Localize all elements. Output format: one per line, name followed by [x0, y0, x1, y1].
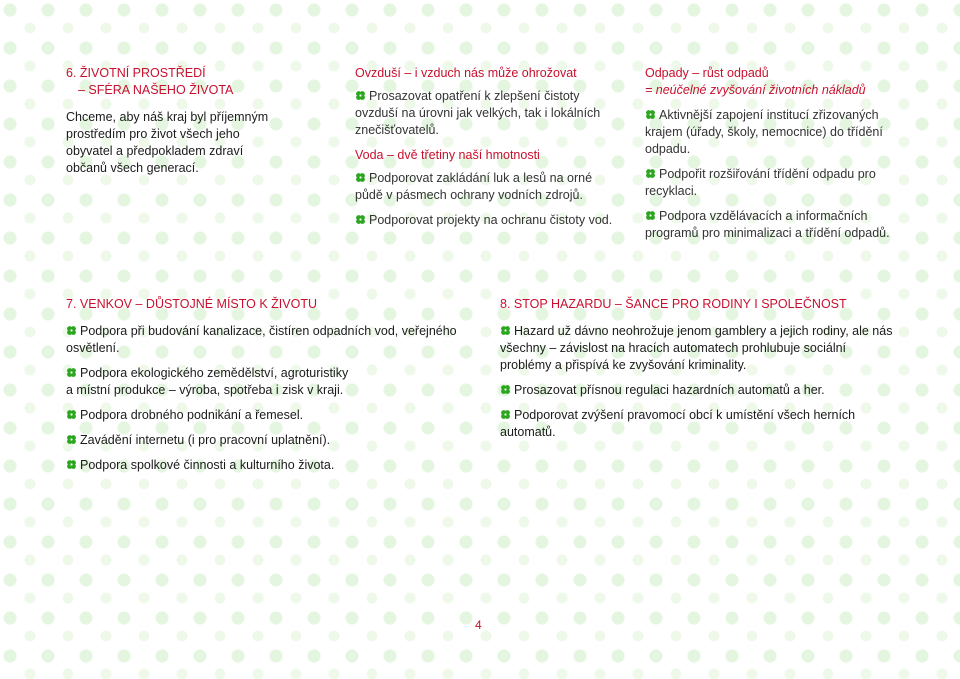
- water-item-1: [355, 170, 615, 204]
- section8: [500, 296, 895, 449]
- clover-bullet-icon: [66, 459, 77, 470]
- water-item-2: [355, 212, 615, 229]
- waste-item-2: [645, 166, 905, 200]
- water-title: Voda – dvě třetiny naší hmotnosti: [355, 148, 540, 162]
- section7-heading: [66, 296, 466, 313]
- clover-bullet-icon: [500, 325, 511, 336]
- section8-number: 8.: [500, 297, 511, 311]
- clover-bullet-icon: [66, 409, 77, 420]
- section6-heading-line1: 6. ŽIVOTNÍ PROSTŘEDÍ: [66, 66, 206, 80]
- clover-bullet-icon: [645, 109, 656, 120]
- section7-item-1: [66, 323, 466, 357]
- section6-column: [66, 65, 281, 177]
- section8-item-2: [500, 382, 895, 399]
- section7-item-1-text: Podpora při budování kanalizace, čistíren odpadních vod, veřejného osvětlení.: [66, 324, 457, 355]
- section6-intro: Chceme, aby náš kraj byl příjemným prostředím pro život všech jeho obyvatel a předpokladem zdraví občanů všech generací.: [66, 110, 269, 175]
- water-item-2-text: Podporovat projekty na ochranu čistoty vod.: [369, 213, 613, 227]
- section7-item-3: [66, 407, 466, 424]
- section7-item-2: [66, 365, 356, 399]
- waste-item-3-text: Podpora vzdělávacích a informačních programů pro minimalizaci a třídění odpadů.: [645, 209, 890, 240]
- clover-bullet-icon: [645, 210, 656, 221]
- waste-item-3: [645, 208, 905, 242]
- clover-bullet-icon: [66, 434, 77, 445]
- section8-item-3-text: Podporovat zvýšení pravomocí obcí k umístění všech herních automatů.: [500, 408, 856, 439]
- section8-item-2-text: Prosazovat přísnou regulaci hazardních automatů a her.: [514, 383, 825, 397]
- air-title: Ovzduší – i vzduch nás může ohrožovat: [355, 66, 577, 80]
- section7-item-2-text: Podpora ekologického zemědělství, agroturistiky a místní produkce – výroba, spotřeba i zisk v kraji.: [66, 366, 349, 397]
- clover-bullet-icon: [66, 367, 77, 378]
- waste-item-1: [645, 107, 905, 158]
- clover-bullet-icon: [355, 214, 366, 225]
- section8-item-1: [500, 323, 895, 374]
- section7-title: VENKOV – DŮSTOJNÉ MÍSTO K ŽIVOTU: [79, 297, 318, 311]
- section8-heading: [500, 296, 895, 313]
- water-item-1-text: Podporovat zakládání luk a lesů na orné půdě v pásmech ochrany vodních zdrojů.: [355, 171, 593, 202]
- section7: [66, 296, 466, 482]
- section7-number: 7.: [66, 297, 77, 311]
- waste-item-1-text: Aktivnější zapojení institucí zřizovaných krajem (úřady, školy, nemocnice) do třídění odpadu.: [645, 108, 883, 156]
- section7-item-4: [66, 432, 466, 449]
- section7-item-4-text: Zavádění internetu (i pro pracovní uplatnění).: [80, 433, 331, 447]
- section7-item-5-text: Podpora spolkové činnosti a kulturního života.: [80, 458, 335, 472]
- air-item-text: Prosazovat opatření k zlepšení čistoty ovzduší na úrovni jak velkých, tak i lokálních znečišťovatelů.: [355, 89, 601, 137]
- clover-bullet-icon: [500, 409, 511, 420]
- page-number: 4: [475, 618, 482, 632]
- waste-column: [645, 65, 905, 250]
- clover-bullet-icon: [355, 90, 366, 101]
- clover-bullet-icon: [645, 168, 656, 179]
- waste-item-2-text: Podpořit rozšiřování třídění odpadu pro recyklaci.: [645, 167, 876, 198]
- section7-item-5: [66, 457, 466, 474]
- waste-title: Odpady – růst odpadů: [645, 66, 769, 80]
- section6-heading-line2: – SFÉRA NAŠEHO ŽIVOTA: [78, 83, 234, 97]
- waste-subtitle: = neúčelné zvyšování životních nákladů: [645, 83, 866, 97]
- section8-item-1-text: Hazard už dávno neohrožuje jenom gamblery a jejich rodiny, ale nás všechny – závislost na hracích automatech prohlubuje sociální problémy a přispívá ke zvyšování kriminality.: [500, 324, 893, 372]
- clover-bullet-icon: [500, 384, 511, 395]
- air-item: [355, 88, 615, 139]
- clover-bullet-icon: [66, 325, 77, 336]
- section8-item-3: [500, 407, 895, 441]
- clover-bullet-icon: [355, 172, 366, 183]
- air-water-column: [355, 65, 615, 237]
- section7-item-3-text: Podpora drobného podnikání a řemesel.: [80, 408, 304, 422]
- section8-title: STOP HAZARDU – ŠANCE PRO RODINY I SPOLEČNOST: [513, 297, 847, 311]
